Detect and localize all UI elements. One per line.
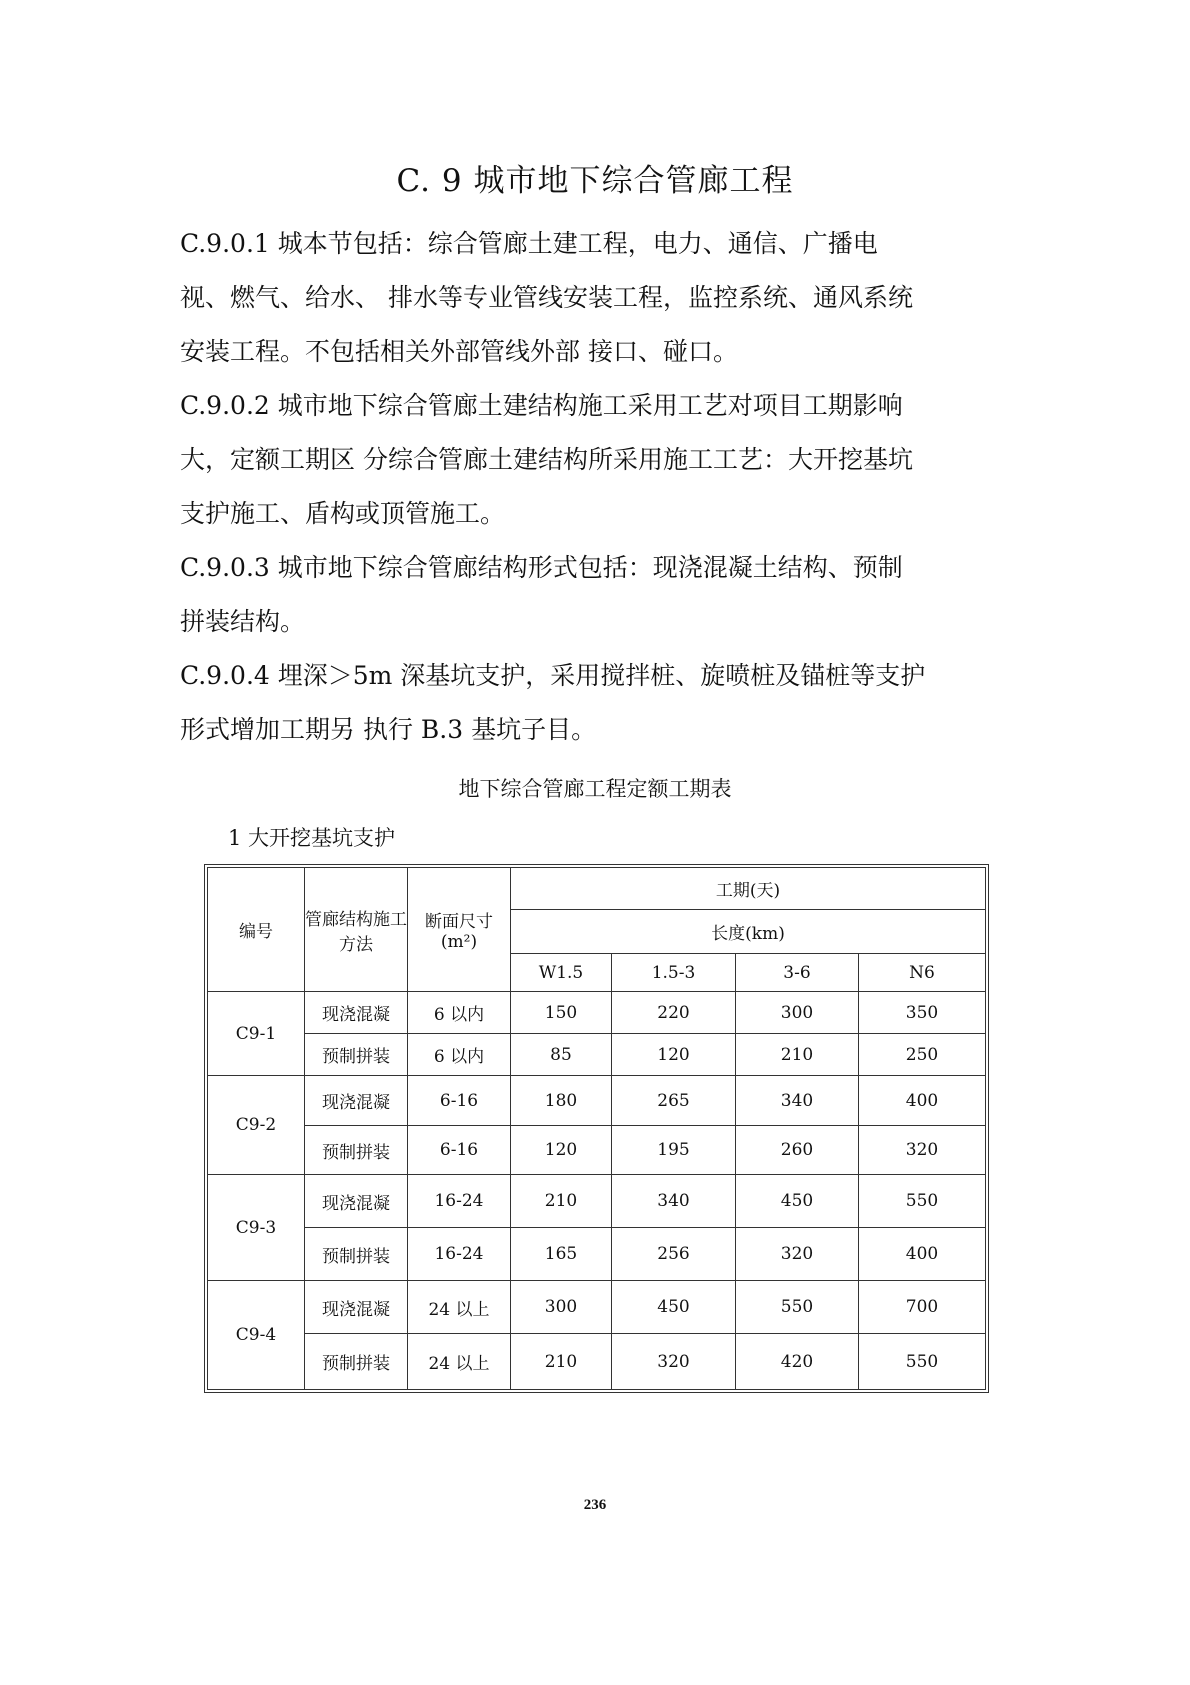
row-duration-value: 320: [612, 1334, 736, 1390]
row-duration-value: 340: [612, 1175, 736, 1228]
header-length-column: 1.5-3: [612, 954, 736, 992]
header-section-unit: (m²): [440, 932, 478, 952]
row-method: 现浇混凝: [305, 1281, 408, 1334]
row-duration-value: 700: [859, 1281, 986, 1334]
header-section-label: 断面尺寸: [425, 912, 493, 932]
table-row: [208, 1281, 986, 1334]
table-row: [208, 1034, 986, 1076]
row-duration-value: 320: [859, 1126, 986, 1175]
header-row: [208, 868, 986, 910]
row-duration-value: 350: [859, 992, 986, 1034]
row-method: 预制拼装: [305, 1126, 408, 1175]
row-code: C9-1: [208, 992, 305, 1076]
row-duration-value: 210: [736, 1034, 859, 1076]
paragraph-line: C.9.0.2 城市地下综合管廊土建结构施工采用工艺对项目工期影响: [180, 391, 903, 420]
paragraph-line: C.9.0.4 埋深＞5m 深基坑支护，采用搅拌桩、旋喷桩及锚桩等支护: [180, 661, 926, 690]
paragraph-c901: [180, 217, 1010, 379]
row-duration-value: 260: [736, 1126, 859, 1175]
row-duration-value: 120: [511, 1126, 612, 1175]
table-subheading: 1 大开挖基坑支护: [228, 826, 396, 850]
row-duration-value: 85: [511, 1034, 612, 1076]
row-duration-value: 400: [859, 1076, 986, 1126]
row-duration-value: 256: [612, 1228, 736, 1281]
header-length: 长度(km): [511, 910, 986, 954]
row-method: 预制拼装: [305, 1034, 408, 1076]
table-row: [208, 1126, 986, 1175]
row-section-size: 16-24: [408, 1175, 511, 1228]
table-row: [208, 1228, 986, 1281]
row-section-size: 6 以内: [408, 1034, 511, 1076]
row-code: C9-2: [208, 1076, 305, 1175]
table-caption: 地下综合管廊工程定额工期表: [458, 777, 732, 801]
header-length-column: 3-6: [736, 954, 859, 992]
section-title: C. 9 城市地下综合管廊工程: [396, 163, 794, 199]
paragraph-line: C.9.0.1 城本节包括：综合管廊土建工程，电力、通信、广播电: [180, 229, 878, 258]
row-section-size: 24 以上: [408, 1281, 511, 1334]
row-section-size: 6-16: [408, 1126, 511, 1175]
paragraph-c903: [180, 541, 1010, 649]
row-duration-value: 180: [511, 1076, 612, 1126]
paragraph-line: 安装工程。不包括相关外部管线外部 接口、碰口。: [180, 337, 738, 366]
table-row: [208, 1076, 986, 1126]
row-duration-value: 550: [859, 1175, 986, 1228]
row-duration-value: 210: [511, 1334, 612, 1390]
table-row: [208, 1334, 986, 1390]
paragraph-line: 大，定额工期区 分综合管廊土建结构所采用施工工艺：大开挖基坑: [180, 445, 913, 474]
row-section-size: 6-16: [408, 1076, 511, 1126]
row-duration-value: 120: [612, 1034, 736, 1076]
paragraph-line: 拼装结构。: [180, 607, 306, 636]
table-row: [208, 1175, 986, 1228]
row-duration-value: 265: [612, 1076, 736, 1126]
row-duration-value: 550: [736, 1281, 859, 1334]
row-method: 预制拼装: [305, 1228, 408, 1281]
row-duration-value: 210: [511, 1175, 612, 1228]
row-method: 现浇混凝: [305, 992, 408, 1034]
header-section: [408, 868, 511, 992]
row-duration-value: 195: [612, 1126, 736, 1175]
paragraph-c904: [180, 649, 1010, 757]
row-duration-value: 165: [511, 1228, 612, 1281]
header-method: 管廊结构施工方法: [305, 868, 408, 992]
row-section-size: 16-24: [408, 1228, 511, 1281]
row-duration-value: 250: [859, 1034, 986, 1076]
row-duration-value: 220: [612, 992, 736, 1034]
paragraph-line: 视、燃气、给水、 排水等专业管线安装工程，监控系统、通风系统: [180, 283, 913, 312]
row-duration-value: 550: [859, 1334, 986, 1390]
paragraph-line: C.9.0.3 城市地下综合管廊结构形式包括：现浇混凝土结构、预制: [180, 553, 903, 582]
row-method: 现浇混凝: [305, 1175, 408, 1228]
duration-table: [207, 867, 986, 1390]
row-code: C9-4: [208, 1281, 305, 1390]
row-duration-value: 300: [511, 1281, 612, 1334]
row-duration-value: 300: [736, 992, 859, 1034]
row-section-size: 6 以内: [408, 992, 511, 1034]
row-duration-value: 420: [736, 1334, 859, 1390]
row-duration-value: 150: [511, 992, 612, 1034]
header-code: 编号: [208, 868, 305, 992]
paragraph-c902: [180, 379, 1010, 541]
header-duration: 工期(天): [511, 868, 986, 910]
row-duration-value: 340: [736, 1076, 859, 1126]
row-duration-value: 450: [612, 1281, 736, 1334]
row-method: 现浇混凝: [305, 1076, 408, 1126]
paragraph-line: 形式增加工期另 执行 B.3 基坑子目。: [180, 715, 597, 744]
row-method: 预制拼装: [305, 1334, 408, 1390]
row-duration-value: 450: [736, 1175, 859, 1228]
row-duration-value: 400: [859, 1228, 986, 1281]
row-section-size: 24 以上: [408, 1334, 511, 1390]
paragraph-line: 支护施工、盾构或顶管施工。: [180, 499, 506, 528]
page-number: 236: [583, 1497, 607, 1513]
row-duration-value: 320: [736, 1228, 859, 1281]
row-code: C9-3: [208, 1175, 305, 1281]
table-row: [208, 992, 986, 1034]
header-length-column: N6: [859, 954, 986, 992]
header-length-column: W1.5: [511, 954, 612, 992]
